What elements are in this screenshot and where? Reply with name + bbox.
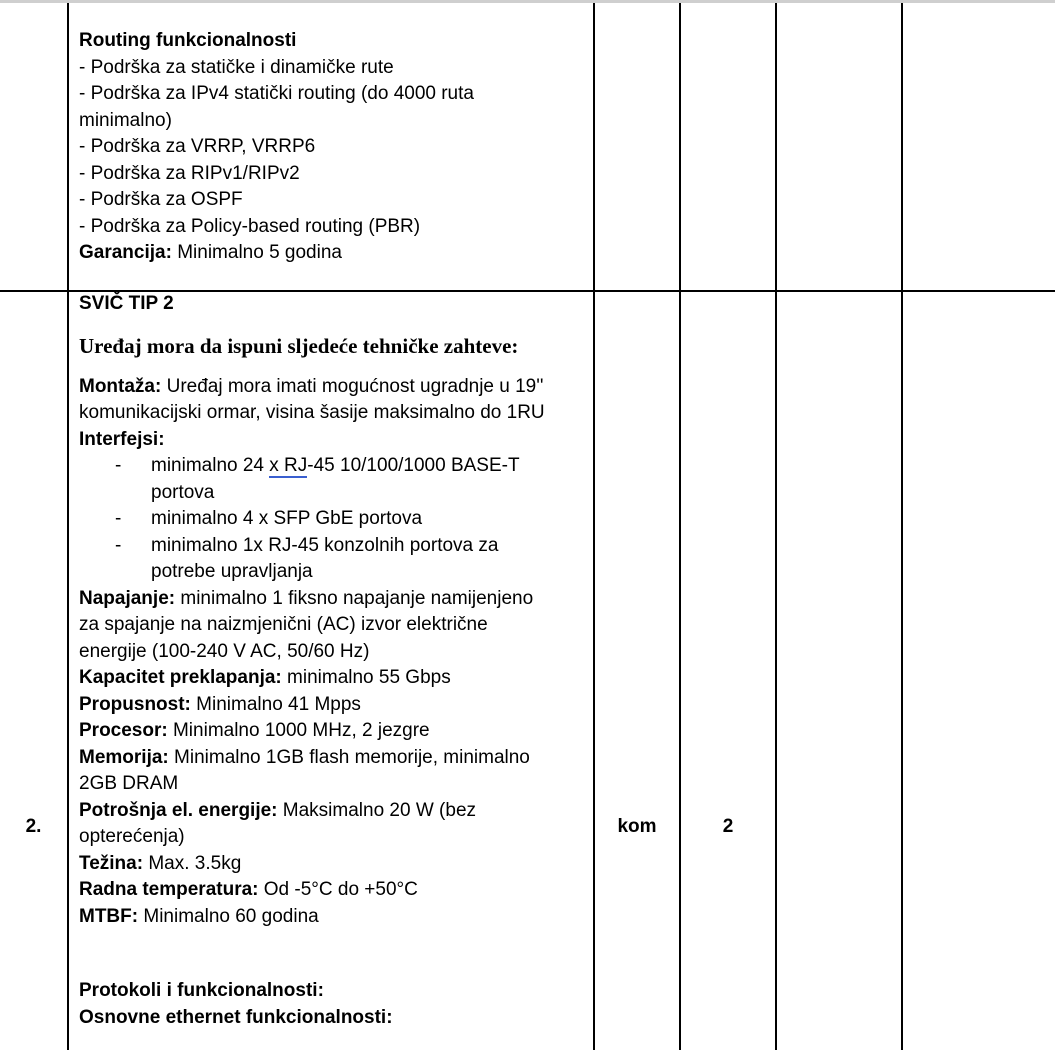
column-border <box>67 3 69 1050</box>
mtbf-value: Minimalno 60 godina <box>138 905 319 927</box>
throughput-label: Propusnost: <box>79 693 191 715</box>
interface-item <box>79 453 584 480</box>
memory-label: Memorija: <box>79 746 169 768</box>
interface-text: -45 10/100/1000 BASE-T <box>307 455 520 476</box>
power-value-cont: za spajanje na naizmjenični (AC) izvor električne <box>79 614 488 635</box>
column-border <box>775 3 777 1050</box>
spellcheck-underline: x RJ <box>269 455 308 476</box>
row1-description <box>79 28 584 267</box>
interface-item <box>79 533 584 560</box>
bullet-dash: - <box>115 534 122 556</box>
consumption-value: Maksimalno 20 W (bez <box>277 799 477 821</box>
power-value: minimalno 1 fiksno napajanje namijenjeno <box>175 587 534 609</box>
temperature-label: Radna temperatura: <box>79 879 259 900</box>
ethernet-heading: Osnovne ethernet funkcionalnosti: <box>79 1006 393 1028</box>
cpu-label: Procesor: <box>79 720 168 741</box>
mount-label: Montaža: <box>79 375 162 397</box>
interface-item <box>79 506 584 533</box>
warranty-label: Garancija: <box>79 242 172 263</box>
switch-title: SVIČ TIP 2 <box>79 293 174 314</box>
routing-line: - Podrška za VRRP, VRRP6 <box>79 136 316 157</box>
routing-line: - Podrška za Policy-based routing (PBR) <box>79 215 421 237</box>
row2-description <box>79 291 584 1031</box>
page-top-edge <box>0 0 1055 3</box>
column-border <box>593 3 595 1050</box>
interface-text: minimalno 24 <box>151 455 270 476</box>
mount-value: Uređaj mora imati mogućnost ugradnje u 19'' <box>161 375 544 397</box>
routing-line: - Podrška za OSPF <box>79 189 243 210</box>
protocols-heading: Protokoli i funkcionalnosti: <box>79 980 324 1001</box>
row2-number: 2. <box>25 816 42 837</box>
column-border <box>901 3 903 1050</box>
routing-line: - Podrška za RIPv1/RIPv2 <box>79 162 300 184</box>
routing-line: - Podrška za IPv4 statički routing (do 4000 ruta <box>79 83 474 104</box>
row2-quantity: 2 <box>722 816 734 837</box>
interface-text: potrebe upravljanja <box>151 561 313 582</box>
consumption-label: Potrošnja el. energije: <box>79 799 278 821</box>
warranty-value: Minimalno 5 godina <box>171 242 342 263</box>
memory-value: Minimalno 1GB flash memorije, minimalno <box>168 746 530 768</box>
row2-unit: kom <box>617 816 657 837</box>
interface-item-cont <box>79 480 584 507</box>
weight-value: Max. 3.5kg <box>143 852 242 874</box>
interface-item-cont <box>79 559 584 586</box>
weight-label: Težina: <box>79 852 144 874</box>
temperature-value: Od -5°C do +50°C <box>258 879 418 900</box>
routing-heading: Routing funkcionalnosti <box>79 30 297 51</box>
switching-capacity-label: Kapacitet preklapanja: <box>79 667 282 688</box>
interface-text: minimalno 4 x SFP GbE portova <box>151 508 423 529</box>
warranty-line <box>79 240 584 267</box>
interface-text: minimalno 1x RJ-45 konzolnih portova za <box>151 534 499 556</box>
routing-line: - Podrška za statičke i dinamičke rute <box>79 56 394 78</box>
bullet-dash: - <box>115 455 122 476</box>
consumption-value-cont: opterećenja) <box>79 826 185 847</box>
mount-value-cont: komunikacijski ormar, visina šasije maksimalno do 1RU <box>79 402 545 423</box>
interface-text: portova <box>151 481 215 503</box>
bullet-dash: - <box>115 508 122 529</box>
interfaces-label: Interfejsi: <box>79 428 165 450</box>
cpu-value: Minimalno 1000 MHz, 2 jezgre <box>167 720 430 741</box>
memory-value-cont: 2GB DRAM <box>79 773 179 794</box>
throughput-value: Minimalno 41 Mpps <box>190 693 361 715</box>
switching-capacity-value: minimalno 55 Gbps <box>281 667 451 688</box>
column-border <box>679 3 681 1050</box>
power-label: Napajanje: <box>79 587 176 609</box>
requirements-intro: Uređaj mora da ispuni sljedeće tehničke zahteve: <box>79 333 519 358</box>
routing-line: minimalno) <box>79 109 172 131</box>
power-value-cont: energije (100-240 V AC, 50/60 Hz) <box>79 640 370 662</box>
mtbf-label: MTBF: <box>79 905 139 927</box>
